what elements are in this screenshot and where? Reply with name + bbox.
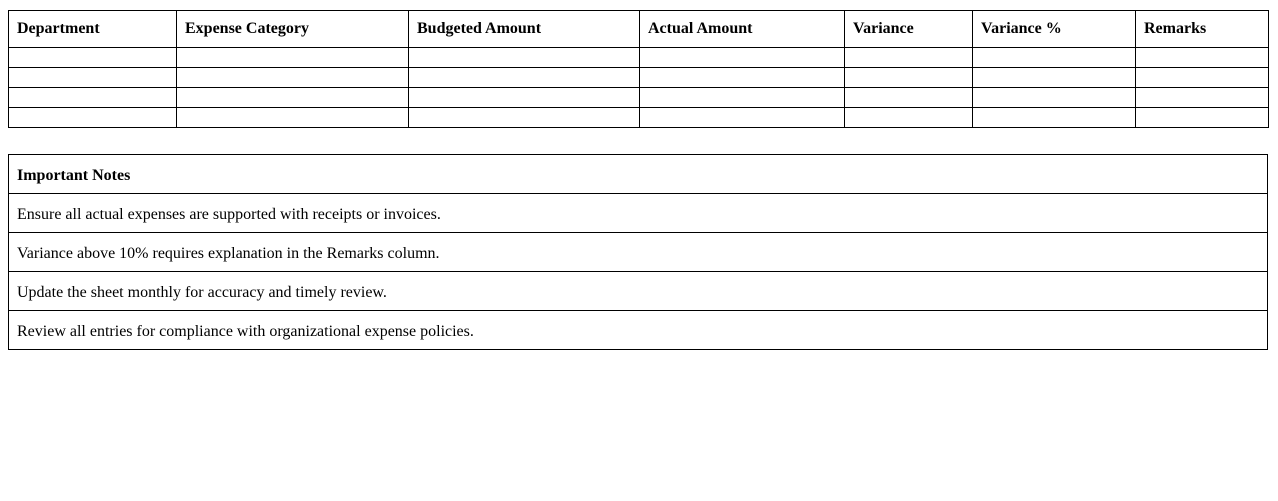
expense-table-row xyxy=(9,88,1269,108)
expense-table-header-row xyxy=(9,11,1269,48)
cell-department[interactable] xyxy=(9,88,177,108)
column-header-remarks: Remarks xyxy=(1136,11,1269,48)
cell-expense-category[interactable] xyxy=(177,108,409,128)
notes-title: Important Notes xyxy=(9,155,1268,194)
expense-table-row xyxy=(9,68,1269,88)
cell-budgeted-amount[interactable] xyxy=(409,88,640,108)
cell-remarks[interactable] xyxy=(1136,68,1269,88)
notes-table xyxy=(8,154,1268,350)
cell-variance-percent[interactable] xyxy=(973,68,1136,88)
note-row xyxy=(9,233,1268,272)
cell-expense-category[interactable] xyxy=(177,48,409,68)
column-header-variance-percent: Variance % xyxy=(973,11,1136,48)
cell-actual-amount[interactable] xyxy=(640,108,845,128)
cell-variance-percent[interactable] xyxy=(973,48,1136,68)
cell-expense-category[interactable] xyxy=(177,88,409,108)
cell-variance[interactable] xyxy=(845,48,973,68)
cell-actual-amount[interactable] xyxy=(640,68,845,88)
column-header-expense-category: Expense Category xyxy=(177,11,409,48)
note-item: Variance above 10% requires explanation in the Remarks column. xyxy=(9,233,1268,272)
cell-budgeted-amount[interactable] xyxy=(409,68,640,88)
note-item: Update the sheet monthly for accuracy and timely review. xyxy=(9,272,1268,311)
cell-actual-amount[interactable] xyxy=(640,48,845,68)
expense-table-row xyxy=(9,108,1269,128)
notes-title-row xyxy=(9,155,1268,194)
cell-department[interactable] xyxy=(9,68,177,88)
column-header-department: Department xyxy=(9,11,177,48)
cell-department[interactable] xyxy=(9,108,177,128)
column-header-budgeted-amount: Budgeted Amount xyxy=(409,11,640,48)
column-header-actual-amount: Actual Amount xyxy=(640,11,845,48)
document-body xyxy=(8,10,1268,350)
cell-variance[interactable] xyxy=(845,68,973,88)
note-row xyxy=(9,272,1268,311)
cell-remarks[interactable] xyxy=(1136,48,1269,68)
note-item: Review all entries for compliance with organizational expense policies. xyxy=(9,311,1268,350)
note-item: Ensure all actual expenses are supported with receipts or invoices. xyxy=(9,194,1268,233)
cell-department[interactable] xyxy=(9,48,177,68)
cell-actual-amount[interactable] xyxy=(640,88,845,108)
expense-table-row xyxy=(9,48,1269,68)
cell-remarks[interactable] xyxy=(1136,108,1269,128)
cell-variance[interactable] xyxy=(845,108,973,128)
cell-expense-category[interactable] xyxy=(177,68,409,88)
cell-budgeted-amount[interactable] xyxy=(409,48,640,68)
cell-remarks[interactable] xyxy=(1136,88,1269,108)
note-row xyxy=(9,311,1268,350)
cell-budgeted-amount[interactable] xyxy=(409,108,640,128)
column-header-variance: Variance xyxy=(845,11,973,48)
note-row xyxy=(9,194,1268,233)
cell-variance-percent[interactable] xyxy=(973,88,1136,108)
expense-table xyxy=(8,10,1269,128)
cell-variance[interactable] xyxy=(845,88,973,108)
cell-variance-percent[interactable] xyxy=(973,108,1136,128)
